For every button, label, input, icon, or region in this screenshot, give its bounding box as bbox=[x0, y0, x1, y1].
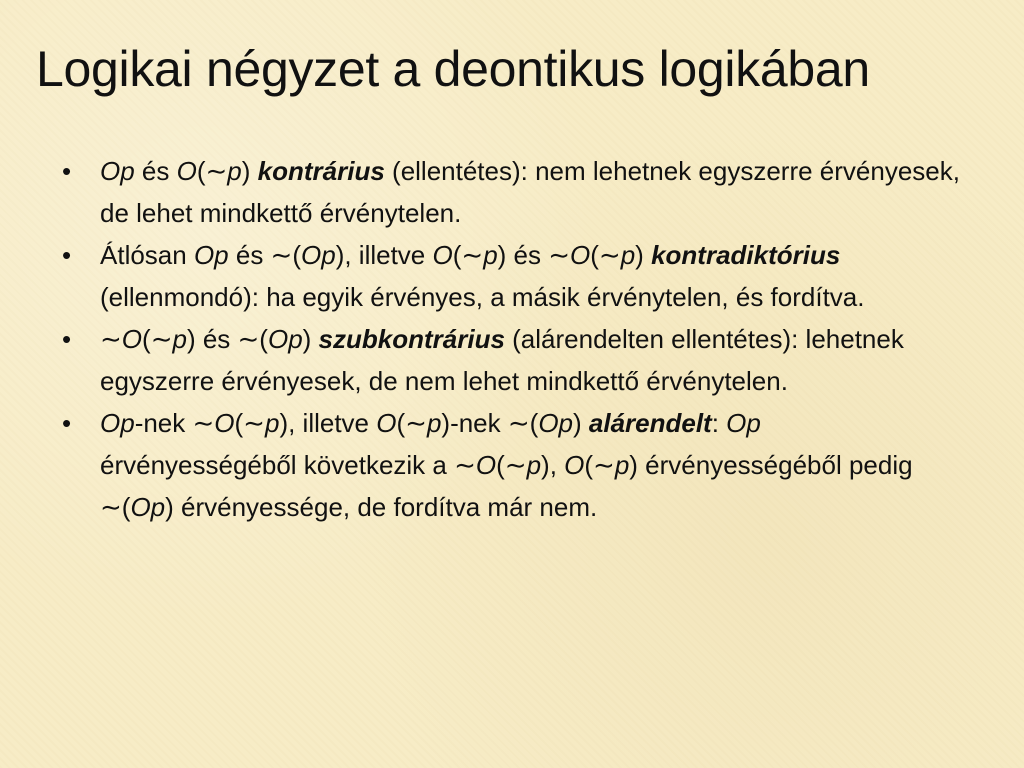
bullet-text-run: és ∼( bbox=[228, 240, 301, 270]
bullet-symbol-italic: p bbox=[614, 450, 630, 480]
bullet-term: szubkontrárius bbox=[318, 324, 505, 354]
bullet-symbol-italic: O bbox=[214, 408, 235, 438]
bullet-text-run: ) bbox=[302, 324, 319, 354]
bullet-symbol-italic: Op bbox=[193, 240, 229, 270]
bullet-text bbox=[100, 324, 904, 396]
bullet-text-run: (ellentétes): nem lehetnek egyszerre érvényesek, de lehet mindkettő érvénytelen. bbox=[100, 156, 960, 228]
bullet-symbol-italic: p bbox=[172, 324, 187, 354]
bullet-item bbox=[62, 318, 962, 402]
bullet-text-run: (∼ bbox=[142, 324, 173, 354]
bullet-symbol-italic: Op bbox=[100, 408, 135, 438]
bullet-text bbox=[100, 156, 960, 228]
bullet-symbol-italic: Op bbox=[267, 324, 303, 354]
bullet-symbol-italic: Op bbox=[538, 408, 573, 438]
slide-title: Logikai négyzet a deontikus logikában bbox=[36, 41, 870, 97]
bullet-symbol-italic: O bbox=[121, 324, 143, 354]
bullet-text-run: ∼ bbox=[100, 324, 122, 354]
bullet-text-run: (∼ bbox=[396, 408, 427, 438]
bullet-text bbox=[100, 240, 865, 312]
bullet-symbol-italic: p bbox=[620, 240, 636, 270]
bullet-marker: • bbox=[62, 156, 72, 186]
bullet-symbol-italic: p bbox=[483, 240, 498, 270]
bullet-text-run: )-nek ∼( bbox=[441, 408, 539, 438]
bullet-text-run: ) bbox=[635, 240, 652, 270]
bullet-symbol-italic: O bbox=[564, 450, 585, 480]
bullet-symbol-italic: Op bbox=[130, 492, 166, 522]
bullet-text-run: ) érvényességéből pedig ∼( bbox=[100, 450, 913, 522]
bullet-text-run: (alárendelten ellentétes): lehetnek egyszerre érvényesek, de nem lehet mindkettő érvénytelen. bbox=[100, 324, 904, 396]
bullet-text-run: érvényességéből következik a ∼ bbox=[100, 450, 476, 480]
bullet-symbol-italic: p bbox=[426, 408, 442, 438]
bullet-text-run: ) és ∼( bbox=[186, 324, 268, 354]
bullet-symbol-italic: p bbox=[264, 408, 280, 438]
bullet-text-run: ), illetve bbox=[335, 240, 433, 270]
bullet-symbol-italic: Op bbox=[301, 240, 336, 270]
bullet-list bbox=[62, 150, 962, 528]
bullet-text-run: ), illetve bbox=[279, 408, 377, 438]
bullet-text-run: (∼ bbox=[496, 450, 527, 480]
bullet-text-run: (∼ bbox=[452, 240, 484, 270]
bullet-term: kontradiktórius bbox=[651, 240, 841, 270]
bullet-text-run: (∼ bbox=[196, 156, 228, 186]
bullet-symbol-italic: O bbox=[376, 408, 397, 438]
bullet-term: alárendelt bbox=[588, 408, 712, 438]
bullet-text-run: ) bbox=[241, 156, 258, 186]
bullet-symbol-italic: O bbox=[432, 240, 453, 270]
bullet-marker: • bbox=[62, 408, 72, 438]
bullet-text-run: -nek ∼ bbox=[134, 408, 215, 438]
bullet-text-run: : bbox=[711, 408, 727, 438]
bullet-marker: • bbox=[62, 240, 72, 270]
bullet-marker: • bbox=[62, 324, 72, 354]
bullet-text-run: ), bbox=[541, 450, 565, 480]
bullet-text-run: ) bbox=[573, 408, 589, 438]
bullet-text bbox=[100, 408, 913, 522]
bullet-item bbox=[62, 234, 962, 318]
bullet-symbol-italic: O bbox=[176, 156, 197, 186]
bullet-item bbox=[62, 402, 962, 528]
bullet-text-run: Átlósan bbox=[100, 240, 194, 270]
bullet-symbol-italic: Op bbox=[726, 408, 761, 438]
bullet-symbol-italic: p bbox=[227, 156, 242, 186]
bullet-symbol-italic: O bbox=[475, 450, 497, 480]
bullet-text-run: ) érvényessége, de fordítva már nem. bbox=[165, 492, 598, 522]
bullet-item bbox=[62, 150, 962, 234]
bullet-term: kontrárius bbox=[257, 156, 385, 186]
bullet-text-run: (∼ bbox=[234, 408, 265, 438]
bullet-symbol-italic: Op bbox=[100, 156, 135, 186]
bullet-text-run: és bbox=[134, 156, 177, 186]
bullet-text-run: ) és ∼ bbox=[497, 240, 571, 270]
bullet-symbol-italic: O bbox=[570, 240, 591, 270]
bullet-symbol-italic: p bbox=[526, 450, 542, 480]
bullet-text-run: (∼ bbox=[590, 240, 621, 270]
bullet-text-run: (∼ bbox=[584, 450, 615, 480]
bullet-text-run: (ellenmondó): ha egyik érvényes, a másik érvénytelen, és fordítva. bbox=[100, 282, 865, 312]
